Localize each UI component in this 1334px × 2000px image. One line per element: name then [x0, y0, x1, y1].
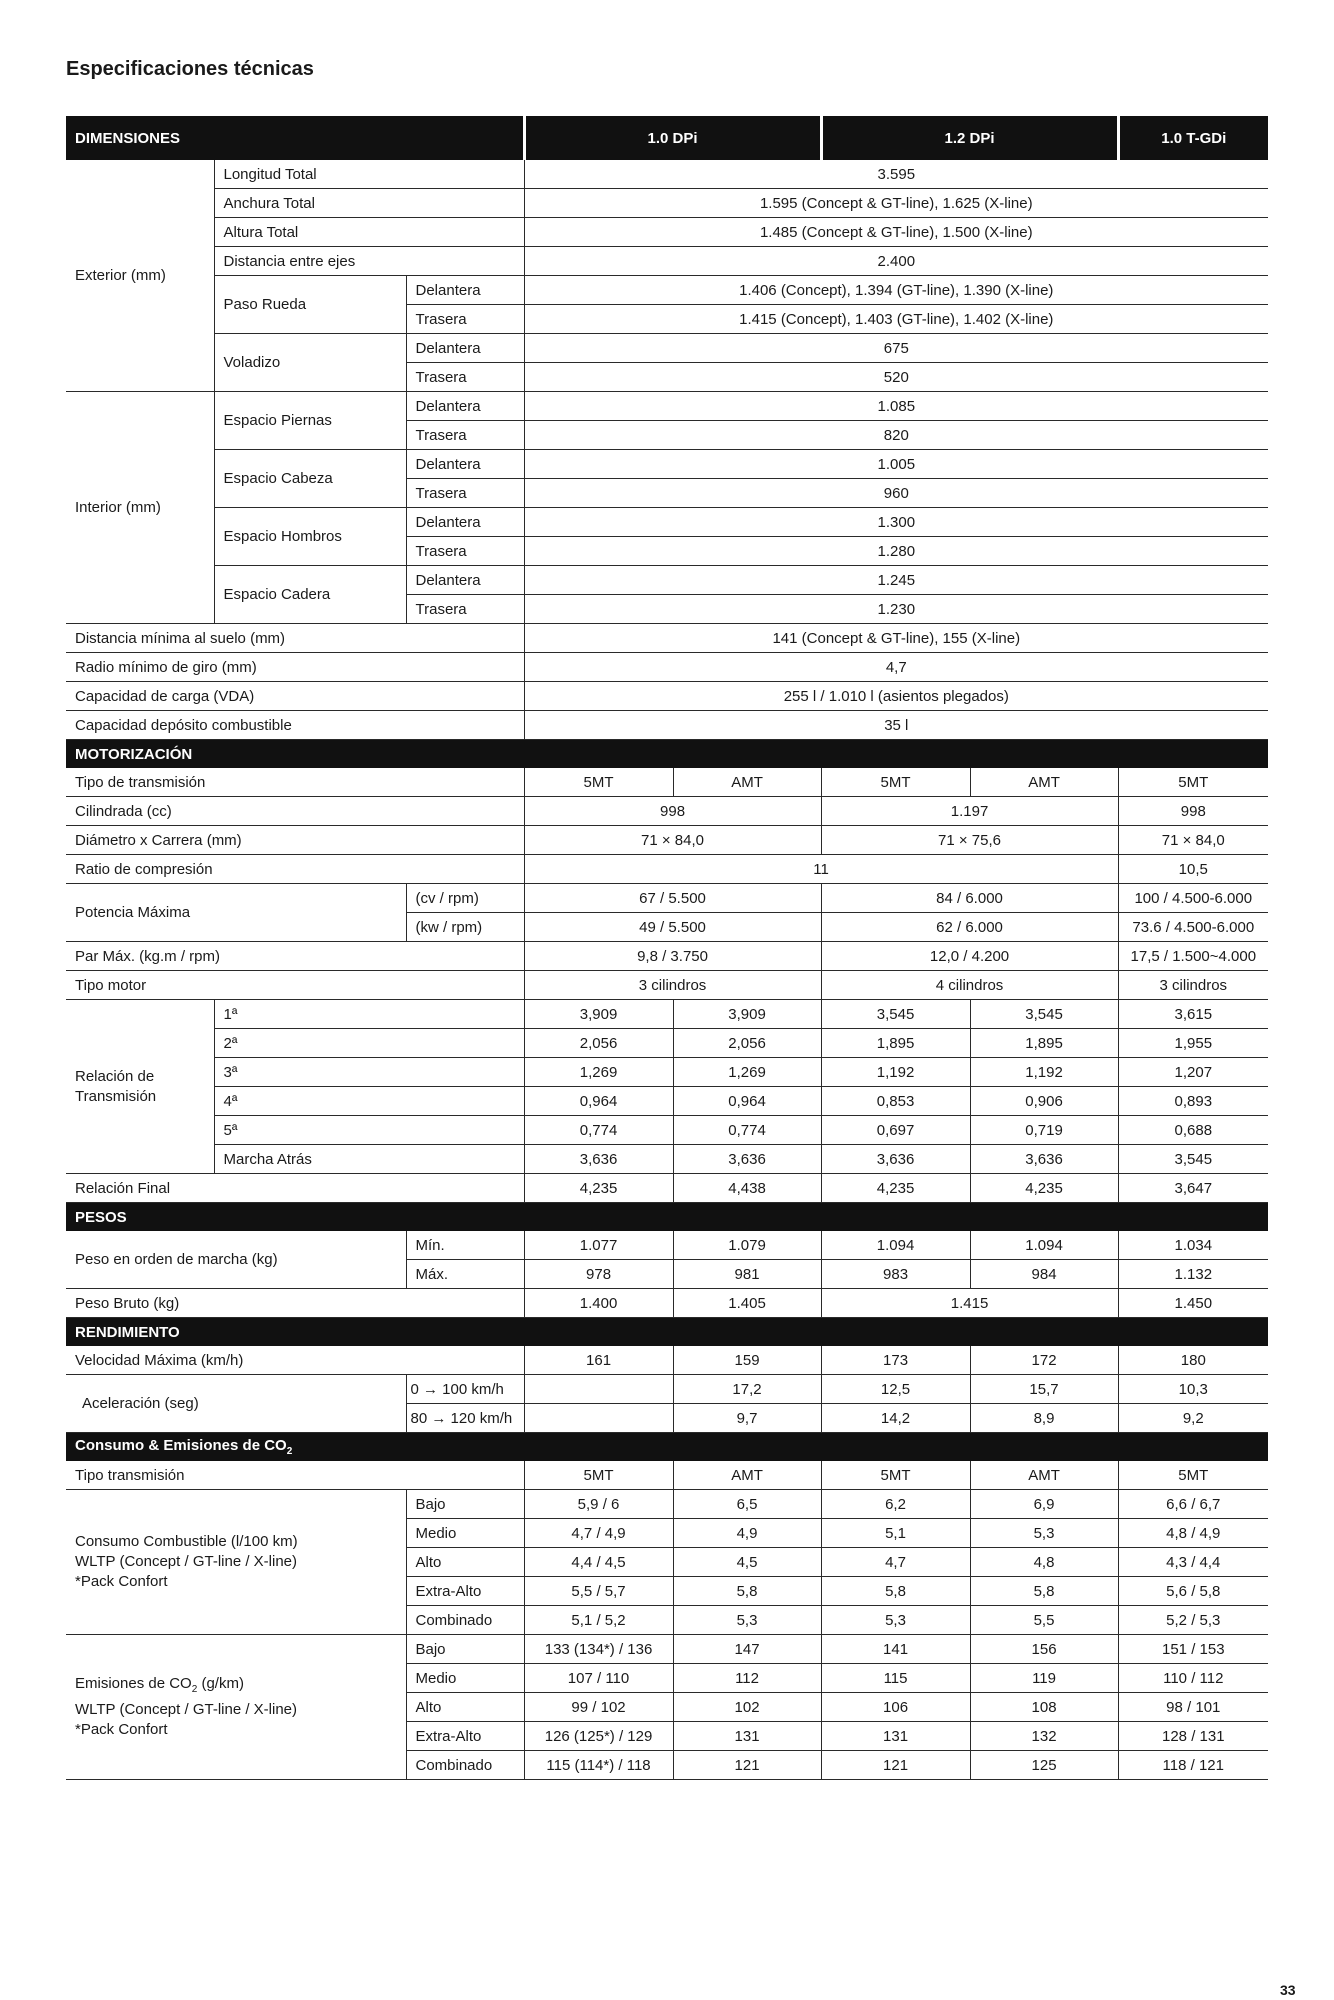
row-label: Relación Final — [66, 1174, 524, 1203]
row-label: Radio mínimo de giro (mm) — [66, 653, 524, 682]
row-label: Delantera — [406, 392, 524, 421]
cell-value: 5,2 / 5,3 — [1118, 1606, 1268, 1635]
table-row — [66, 624, 1268, 653]
row-label: Capacidad depósito combustible — [66, 711, 524, 740]
row-label: Bajo — [406, 1635, 524, 1664]
table-row — [66, 1289, 1268, 1318]
row-label: Trasera — [406, 305, 524, 334]
cell-value: 9,7 — [673, 1404, 821, 1433]
row-label: 3ª — [214, 1058, 524, 1087]
cell-value: 15,7 — [970, 1375, 1118, 1404]
row-label: Medio — [406, 1664, 524, 1693]
cell-value: 71 × 75,6 — [821, 826, 1118, 855]
cell-value: 984 — [970, 1260, 1118, 1289]
row-label: 5ª — [214, 1116, 524, 1145]
row-label: Bajo — [406, 1490, 524, 1519]
group-label: Consumo Combustible (l/100 km) WLTP (Concept / GT-line / X-line) *Pack Confort — [66, 1490, 406, 1635]
row-label: Diámetro x Carrera (mm) — [66, 826, 524, 855]
row-label: Máx. — [406, 1260, 524, 1289]
cell-value: 106 — [821, 1693, 970, 1722]
table-row — [66, 334, 1268, 363]
cell-value: 1.415 — [821, 1289, 1118, 1318]
row-label: Altura Total — [214, 218, 524, 247]
cell-value: 107 / 110 — [524, 1664, 673, 1693]
row-label: Ratio de compresión — [66, 855, 524, 884]
sub-group-label: Paso Rueda — [214, 276, 406, 334]
cell-value: 4,3 / 4,4 — [1118, 1548, 1268, 1577]
table-row — [66, 884, 1268, 913]
cell-value: 1.079 — [673, 1231, 821, 1260]
table-row — [66, 247, 1268, 276]
cell-value: 73.6 / 4.500-6.000 — [1118, 913, 1268, 942]
cell-value: 4,7 — [524, 653, 1268, 682]
table-row — [66, 1116, 1268, 1145]
row-label: Tipo transmisión — [66, 1461, 524, 1490]
cell-value: 5MT — [1118, 1461, 1268, 1490]
cell-value: 4 cilindros — [821, 971, 1118, 1000]
cell-value: 17,5 / 1.500~4.000 — [1118, 942, 1268, 971]
row-label: Tipo motor — [66, 971, 524, 1000]
cell-value: 4,9 — [673, 1519, 821, 1548]
cell-value: 5,3 — [821, 1606, 970, 1635]
table-row — [66, 1029, 1268, 1058]
cell-value: 5,6 / 5,8 — [1118, 1577, 1268, 1606]
cell-value: 84 / 6.000 — [821, 884, 1118, 913]
cell-value: 131 — [821, 1722, 970, 1751]
cell-value: 998 — [1118, 797, 1268, 826]
row-label: 1ª — [214, 1000, 524, 1029]
row-label: Mín. — [406, 1231, 524, 1260]
cell-value: 0,906 — [970, 1087, 1118, 1116]
cell-value: 125 — [970, 1751, 1118, 1780]
specs-table — [66, 116, 1268, 1780]
cell-value: 3,636 — [970, 1145, 1118, 1174]
cell-value: 6,5 — [673, 1490, 821, 1519]
cell-value: 1,895 — [970, 1029, 1118, 1058]
cell-value: 0,774 — [524, 1116, 673, 1145]
cell-value: 2.400 — [524, 247, 1268, 276]
group-label: Relación de Transmisión — [66, 1000, 214, 1174]
row-label: Longitud Total — [214, 160, 524, 189]
section-title: Consumo & Emisiones de $CO_2$ — [66, 1433, 1268, 1462]
cell-value: 173 — [821, 1346, 970, 1375]
section-header — [66, 1203, 1268, 1232]
cell-value: 5,1 / 5,2 — [524, 1606, 673, 1635]
table-row — [66, 189, 1268, 218]
cell-value: 1.132 — [1118, 1260, 1268, 1289]
table-row — [66, 826, 1268, 855]
cell-value: 0,774 — [673, 1116, 821, 1145]
table-row — [66, 797, 1268, 826]
cell-value: 3,647 — [1118, 1174, 1268, 1203]
cell-value: 3,545 — [970, 1000, 1118, 1029]
row-label: (cv / rpm) — [406, 884, 524, 913]
table-row — [66, 942, 1268, 971]
cell-value: 4,235 — [524, 1174, 673, 1203]
row-label: Capacidad de carga (VDA) — [66, 682, 524, 711]
cell-value: 820 — [524, 421, 1268, 450]
row-label: 80 → 120 km/h — [406, 1404, 524, 1433]
cell-value: 1.595 (Concept & GT-line), 1.625 (X-line) — [524, 189, 1268, 218]
cell-value: 3 cilindros — [1118, 971, 1268, 1000]
cell-value: 1.197 — [821, 797, 1118, 826]
row-label: Delantera — [406, 508, 524, 537]
cell-value: 4,7 / 4,9 — [524, 1519, 673, 1548]
row-label: Distancia mínima al suelo (mm) — [66, 624, 524, 653]
sub-group-label: Espacio Cabeza — [214, 450, 406, 508]
cell-value: 5,5 — [970, 1606, 1118, 1635]
table-row — [66, 855, 1268, 884]
cell-value: 1.406 (Concept), 1.394 (GT-line), 1.390 (X-line) — [524, 276, 1268, 305]
row-label: 2ª — [214, 1029, 524, 1058]
cell-value: 6,9 — [970, 1490, 1118, 1519]
cell-value: 0,697 — [821, 1116, 970, 1145]
cell-value: 1,192 — [821, 1058, 970, 1087]
cell-value: 102 — [673, 1693, 821, 1722]
cell-value: 5,8 — [970, 1577, 1118, 1606]
cell-value: 998 — [524, 797, 821, 826]
cell-value: 172 — [970, 1346, 1118, 1375]
row-label: Delantera — [406, 334, 524, 363]
cell-value: 49 / 5.500 — [524, 913, 821, 942]
cell-value: 3,636 — [524, 1145, 673, 1174]
row-label: (kw / rpm) — [406, 913, 524, 942]
cell-value: 35 l — [524, 711, 1268, 740]
cell-value: 1.034 — [1118, 1231, 1268, 1260]
cell-value: 4,8 — [970, 1548, 1118, 1577]
cell-value: 118 / 121 — [1118, 1751, 1268, 1780]
cell-value: 0,853 — [821, 1087, 970, 1116]
table-row — [66, 971, 1268, 1000]
cell-value: 960 — [524, 479, 1268, 508]
cell-value: 71 × 84,0 — [1118, 826, 1268, 855]
table-row — [66, 1635, 1268, 1664]
cell-value: 1,207 — [1118, 1058, 1268, 1087]
cell-value: 981 — [673, 1260, 821, 1289]
table-row — [66, 653, 1268, 682]
row-label: Trasera — [406, 595, 524, 624]
cell-value: 99 / 102 — [524, 1693, 673, 1722]
cell-value: 1.077 — [524, 1231, 673, 1260]
cell-value: 9,2 — [1118, 1404, 1268, 1433]
cell-value: 983 — [821, 1260, 970, 1289]
section-header — [66, 740, 1268, 769]
cell-value: 10,5 — [1118, 855, 1268, 884]
cell-value: 3 cilindros — [524, 971, 821, 1000]
cell-value: 67 / 5.500 — [524, 884, 821, 913]
cell-value: AMT — [970, 1461, 1118, 1490]
table-row — [66, 450, 1268, 479]
row-label: Alto — [406, 1693, 524, 1722]
cell-value: 5MT — [821, 768, 970, 797]
cell-value: 121 — [821, 1751, 970, 1780]
row-label: Delantera — [406, 566, 524, 595]
sub-group-label: Espacio Cadera — [214, 566, 406, 624]
table-row — [66, 566, 1268, 595]
sub-group-label: Voladizo — [214, 334, 406, 392]
table-row — [66, 392, 1268, 421]
cell-value: 5MT — [524, 1461, 673, 1490]
row-label: Marcha Atrás — [214, 1145, 524, 1174]
cell-value: 133 (134*) / 136 — [524, 1635, 673, 1664]
cell-value: 12,5 — [821, 1375, 970, 1404]
cell-value: 5,1 — [821, 1519, 970, 1548]
cell-value: 4,235 — [821, 1174, 970, 1203]
section-title: RENDIMIENTO — [66, 1318, 1268, 1347]
group-label: Exterior (mm) — [66, 160, 214, 392]
cell-value: 180 — [1118, 1346, 1268, 1375]
table-row — [66, 1461, 1268, 1490]
cell-value: 3,636 — [673, 1145, 821, 1174]
table-row — [66, 508, 1268, 537]
cell-value: 100 / 4.500-6.000 — [1118, 884, 1268, 913]
cell-value: 4,235 — [970, 1174, 1118, 1203]
page-title: Especificaciones técnicas — [66, 58, 314, 80]
cell-value: 3,545 — [1118, 1145, 1268, 1174]
row-label: Delantera — [406, 276, 524, 305]
row-label: Trasera — [406, 537, 524, 566]
engine-1-0-dpi: 1.0 DPi — [524, 116, 821, 160]
group-label: Interior (mm) — [66, 392, 214, 624]
cell-value: 126 (125*) / 129 — [524, 1722, 673, 1751]
cell-value: 6,2 — [821, 1490, 970, 1519]
table-row — [66, 1375, 1268, 1404]
cell-value: 1,955 — [1118, 1029, 1268, 1058]
cell-value: 675 — [524, 334, 1268, 363]
row-label: Alto — [406, 1548, 524, 1577]
cell-value: 5,3 — [673, 1606, 821, 1635]
cell-value: 119 — [970, 1664, 1118, 1693]
cell-value: 4,7 — [821, 1548, 970, 1577]
cell-value: 1,269 — [524, 1058, 673, 1087]
cell-value: 3,545 — [821, 1000, 970, 1029]
cell-value: 108 — [970, 1693, 1118, 1722]
cell-value: 10,3 — [1118, 1375, 1268, 1404]
cell-value: 11 — [524, 855, 1118, 884]
table-row — [66, 711, 1268, 740]
cell-value: 4,438 — [673, 1174, 821, 1203]
cell-value: 1.230 — [524, 595, 1268, 624]
cell-value: 978 — [524, 1260, 673, 1289]
table-row — [66, 1346, 1268, 1375]
table-row — [66, 218, 1268, 247]
cell-value: 5,3 — [970, 1519, 1118, 1548]
table-row — [66, 1087, 1268, 1116]
cell-value: 14,2 — [821, 1404, 970, 1433]
cell-value: 159 — [673, 1346, 821, 1375]
cell-value: 1,269 — [673, 1058, 821, 1087]
cell-value: 1.405 — [673, 1289, 821, 1318]
row-label: Distancia entre ejes — [214, 247, 524, 276]
row-label: Par Máx. (kg.m / rpm) — [66, 942, 524, 971]
cell-value: 132 — [970, 1722, 1118, 1751]
sub-group-label: Espacio Piernas — [214, 392, 406, 450]
cell-value: 3.595 — [524, 160, 1268, 189]
group-label: Aceleración (seg) — [66, 1375, 406, 1433]
cell-value: AMT — [673, 1461, 821, 1490]
table-row — [66, 1145, 1268, 1174]
table-header — [66, 116, 1268, 160]
cell-value: 17,2 — [673, 1375, 821, 1404]
cell-value: 1.085 — [524, 392, 1268, 421]
row-label: Delantera — [406, 450, 524, 479]
row-label: Extra-Alto — [406, 1722, 524, 1751]
cell-value: 128 / 131 — [1118, 1722, 1268, 1751]
section-header — [66, 1433, 1268, 1462]
cell-value: 1.300 — [524, 508, 1268, 537]
cell-value: 141 (Concept & GT-line), 155 (X-line) — [524, 624, 1268, 653]
cell-value: 147 — [673, 1635, 821, 1664]
section-title: MOTORIZACIÓN — [66, 740, 1268, 769]
cell-value: 112 — [673, 1664, 821, 1693]
cell-value: 1.245 — [524, 566, 1268, 595]
row-label: Anchura Total — [214, 189, 524, 218]
cell-value: 12,0 / 4.200 — [821, 942, 1118, 971]
engine-1-0-tgdi: 1.0 T-GDi — [1118, 116, 1268, 160]
section-header — [66, 1318, 1268, 1347]
cell-value: 110 / 112 — [1118, 1664, 1268, 1693]
group-label: Emisiones de $CO_2$ (g/km) WLTP (Concept / GT-line / X-line) *Pack Confort — [66, 1635, 406, 1780]
cell-value: 5MT — [524, 768, 673, 797]
cell-value: 4,5 — [673, 1548, 821, 1577]
cell-value: 1,895 — [821, 1029, 970, 1058]
cell-value: 5MT — [821, 1461, 970, 1490]
section-title: PESOS — [66, 1203, 1268, 1232]
table-row — [66, 1000, 1268, 1029]
cell-value: 8,9 — [970, 1404, 1118, 1433]
row-label: Combinado — [406, 1751, 524, 1780]
row-label: Combinado — [406, 1606, 524, 1635]
cell-value: 0,893 — [1118, 1087, 1268, 1116]
cell-value: 6,6 / 6,7 — [1118, 1490, 1268, 1519]
cell-value: 520 — [524, 363, 1268, 392]
row-label: Velocidad Máxima (km/h) — [66, 1346, 524, 1375]
table-row — [66, 1231, 1268, 1260]
cell-value: 1.094 — [821, 1231, 970, 1260]
cell-value: 5,5 / 5,7 — [524, 1577, 673, 1606]
table-row — [66, 1174, 1268, 1203]
page-number: 33 — [1280, 1982, 1296, 1998]
cell-value: 3,909 — [524, 1000, 673, 1029]
row-label: Cilindrada (cc) — [66, 797, 524, 826]
row-label: Trasera — [406, 363, 524, 392]
cell-value — [524, 1375, 673, 1404]
cell-value: AMT — [673, 768, 821, 797]
group-label: Peso en orden de marcha (kg) — [66, 1231, 406, 1289]
cell-value: 0,719 — [970, 1116, 1118, 1145]
cell-value: 5MT — [1118, 768, 1268, 797]
cell-value: 121 — [673, 1751, 821, 1780]
row-label: 0 → 100 km/h — [406, 1375, 524, 1404]
cell-value: 98 / 101 — [1118, 1693, 1268, 1722]
cell-value: 131 — [673, 1722, 821, 1751]
cell-value: 161 — [524, 1346, 673, 1375]
cell-value: AMT — [970, 768, 1118, 797]
table-row — [66, 276, 1268, 305]
row-label: Trasera — [406, 479, 524, 508]
table-row — [66, 768, 1268, 797]
cell-value: 4,8 / 4,9 — [1118, 1519, 1268, 1548]
cell-value: 9,8 / 3.750 — [524, 942, 821, 971]
cell-value: 5,8 — [821, 1577, 970, 1606]
group-label: Potencia Máxima — [66, 884, 406, 942]
cell-value: 115 (114*) / 118 — [524, 1751, 673, 1780]
cell-value: 1.415 (Concept), 1.403 (GT-line), 1.402 (X-line) — [524, 305, 1268, 334]
cell-value: 156 — [970, 1635, 1118, 1664]
row-label: Peso Bruto (kg) — [66, 1289, 524, 1318]
cell-value: 255 l / 1.010 l (asientos plegados) — [524, 682, 1268, 711]
row-label: 4ª — [214, 1087, 524, 1116]
cell-value: 5,9 / 6 — [524, 1490, 673, 1519]
cell-value — [524, 1404, 673, 1433]
cell-value: 1.005 — [524, 450, 1268, 479]
cell-value: 3,615 — [1118, 1000, 1268, 1029]
cell-value: 71 × 84,0 — [524, 826, 821, 855]
table-row — [66, 682, 1268, 711]
cell-value: 151 / 153 — [1118, 1635, 1268, 1664]
cell-value: 4,4 / 4,5 — [524, 1548, 673, 1577]
cell-value: 62 / 6.000 — [821, 913, 1118, 942]
cell-value: 1,192 — [970, 1058, 1118, 1087]
row-label: Tipo de transmisión — [66, 768, 524, 797]
table-row — [66, 160, 1268, 189]
engine-1-2-dpi: 1.2 DPi — [821, 116, 1118, 160]
cell-value: 1.400 — [524, 1289, 673, 1318]
cell-value: 1.450 — [1118, 1289, 1268, 1318]
row-label: Extra-Alto — [406, 1577, 524, 1606]
cell-value: 1.280 — [524, 537, 1268, 566]
table-row — [66, 1058, 1268, 1087]
cell-value: 0,688 — [1118, 1116, 1268, 1145]
cell-value: 1.485 (Concept & GT-line), 1.500 (X-line) — [524, 218, 1268, 247]
cell-value: 3,909 — [673, 1000, 821, 1029]
row-label: Medio — [406, 1519, 524, 1548]
cell-value: 1.094 — [970, 1231, 1118, 1260]
sub-group-label: Espacio Hombros — [214, 508, 406, 566]
cell-value: 5,8 — [673, 1577, 821, 1606]
cell-value: 0,964 — [524, 1087, 673, 1116]
table-row — [66, 1490, 1268, 1519]
row-label: Trasera — [406, 421, 524, 450]
cell-value: 115 — [821, 1664, 970, 1693]
cell-value: 0,964 — [673, 1087, 821, 1116]
cell-value: 3,636 — [821, 1145, 970, 1174]
header-label: DIMENSIONES — [66, 116, 524, 160]
cell-value: 2,056 — [673, 1029, 821, 1058]
cell-value: 2,056 — [524, 1029, 673, 1058]
cell-value: 141 — [821, 1635, 970, 1664]
